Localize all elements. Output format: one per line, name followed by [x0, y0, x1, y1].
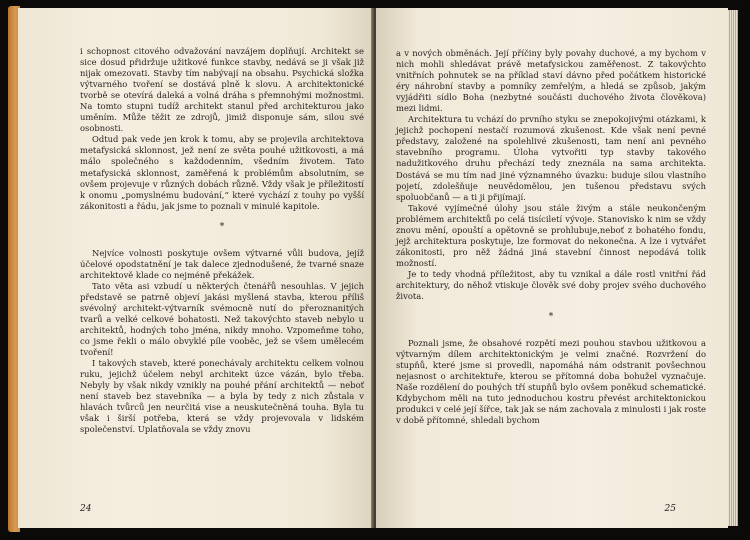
paragraph: Odtud pak vede jen krok k tomu, aby se projevila architektova metafysická sklonnost, jež není ze světa pouhé užitkovosti, a má málo společného s každodenním, všedním životem. Tato metafysická sklonnost, zaměřená k problémům absolutním, se ovšem projevuje v různých dobách různě. Vždy však je příležitostí k onomu „pomyslnému budování,“ které vychází z touhy po vyšší zákonitosti a řádu, jak jsme to poznali v minulé kapitole. — [80, 134, 364, 211]
paragraph: Takové vyjímečné úlohy jsou stále živým a stále neukončeným problémem architektů po celá tisíciletí vývoje. Stanovisko k nim se vždy znovu mění, opouští a opětovně se prohlubuje,neboť z bohatého fondu, jejž architektura poskytuje, lze formovat do nekonečna. A lze i vytvářet zákonitosti, pro něž žádná jiná stavební činnost nepodává tolik možností. — [396, 202, 706, 268]
section-separator: * — [219, 221, 225, 232]
section-separator: * — [548, 312, 554, 323]
left-page-text — [80, 46, 364, 436]
paragraph: I takových staveb, které ponechávaly architektu celkem volnou ruku, jejichž účelem nebyl architekt úzce vázán, bylo třeba. Nebyly by však nikdy vznikly na pouhé přání architektů — neboť není staveb bez stavebníka — a byla by tedy z nich zůstala v hlavách tvůrců jen neurčitá vise a neuskutečněná touha. Byla tu však i širší potřeba, která se vždy projevovala v lidském společenství. Uplatňovala se vždy znovu — [80, 358, 364, 435]
page-block-edge — [728, 10, 738, 526]
right-page — [376, 8, 728, 528]
paragraph: Tato věta asi vzbudí u některých čtenářů nesouhlas. V jejich představě se patrně objeví jakási myšlená stavba, kterou příliš svévolný architekt-výtvarník svémocně nutí do přeroznanitých tvarů a velké celkové bohatosti. Než takovýchto staveb nebylo u architektů, hodných toho jména, nikdy mnoho. Vzpomeňme toho, co jsme řekli o málo obvyklé píle vooběc, jež se všem umělecém tvoření! — [80, 280, 364, 358]
right-page-text — [396, 48, 706, 426]
page-number: 24 — [80, 504, 92, 514]
left-page — [18, 8, 374, 528]
paragraph: a v nových obměnách. Její příčiny byly povahy duchové, a my bychom v nich mohli shledávat právě metafysickou zaměřenost. Z takovýchto vnitřních pohnutek se na příklad staví dávno před počátkem historické éry náhrobní stavby a pomníky zemřelým, a hledá se způsob, jakým vyjádřiti sídlo Boha (nezbytné součásti duchového života člověkova) mezi lidmi. — [396, 48, 706, 114]
paragraph: Architektura tu vchází do prvního styku se znepokojivými otázkami, k jejichž pochopení nestačí rozumová zkušenost. Kde však není pevné představy, založené na spolehlivé zkušenosti, tam není ani pevného stavebního programu. Úloha vytvořiti typ stavby takového nadužitkového druhu přechází tedy zneznála na sama architekta. Dostává se mu tím nad jiné významného úvazku: buduje silou vlastního pojetí, zdolešňuje neuvědomělou, jen tušenou představu svých spoluobčanů — a ti ji přijímají. — [396, 114, 706, 202]
paragraph: Poznali jsme, že obsahové rozpětí mezi pouhou stavbou užitkovou a výtvarným dílem architektonickým je velmi značné. Rozvržení do stupňů, které jsme si provedli, napomáhá nám odstranit povšechnou nejasnost o architektuře, kterou se přítomná doba bohužel vyznačuje. Naše rozdělení do pouhých tří stupňů bylo ovšem poněkud schematické. Kdybychom měli na tuto jednoduchou kostru převést architektonickou produkci v celé její šířce, tak jak se nám zachovala z minulosti i jak roste v době přítomné, shledali bychom — [396, 338, 706, 426]
paragraph: Je to tedy vhodná příležitost, aby tu vznikal a dále rostl vnitřní řád architektury, do něhož vtiskuje člověk své doby projev svého duchového života. — [396, 268, 706, 302]
paragraph: Nejvíce volnosti poskytuje ovšem výtvarné vůli budova, jejíž účelové opodstatnění je tak dalece zjednodušené, že tvarné snaze architektově klade co nejméně překážek. — [80, 247, 364, 280]
paragraph: i schopnost citového odvažování navzájem doplňují. Architekt se sice dosud přidržuje užitkové funkce stavby, nedává se ji však již nijak omezovati. Stavby tím nabývají na obsahu. Psychická složka výtvarného tvoření se dostává plně k slovu. A architektonické tvorbě se otevírá daleká a volná dráha s přemnohými možnostmi. Na tomto stupni tudíž architekt stanul před architekturou jako uměním. Může těžit ze zdrojů, jimiž disponuje sám, silou své osobnosti. — [80, 46, 364, 134]
page-number: 25 — [664, 504, 676, 514]
